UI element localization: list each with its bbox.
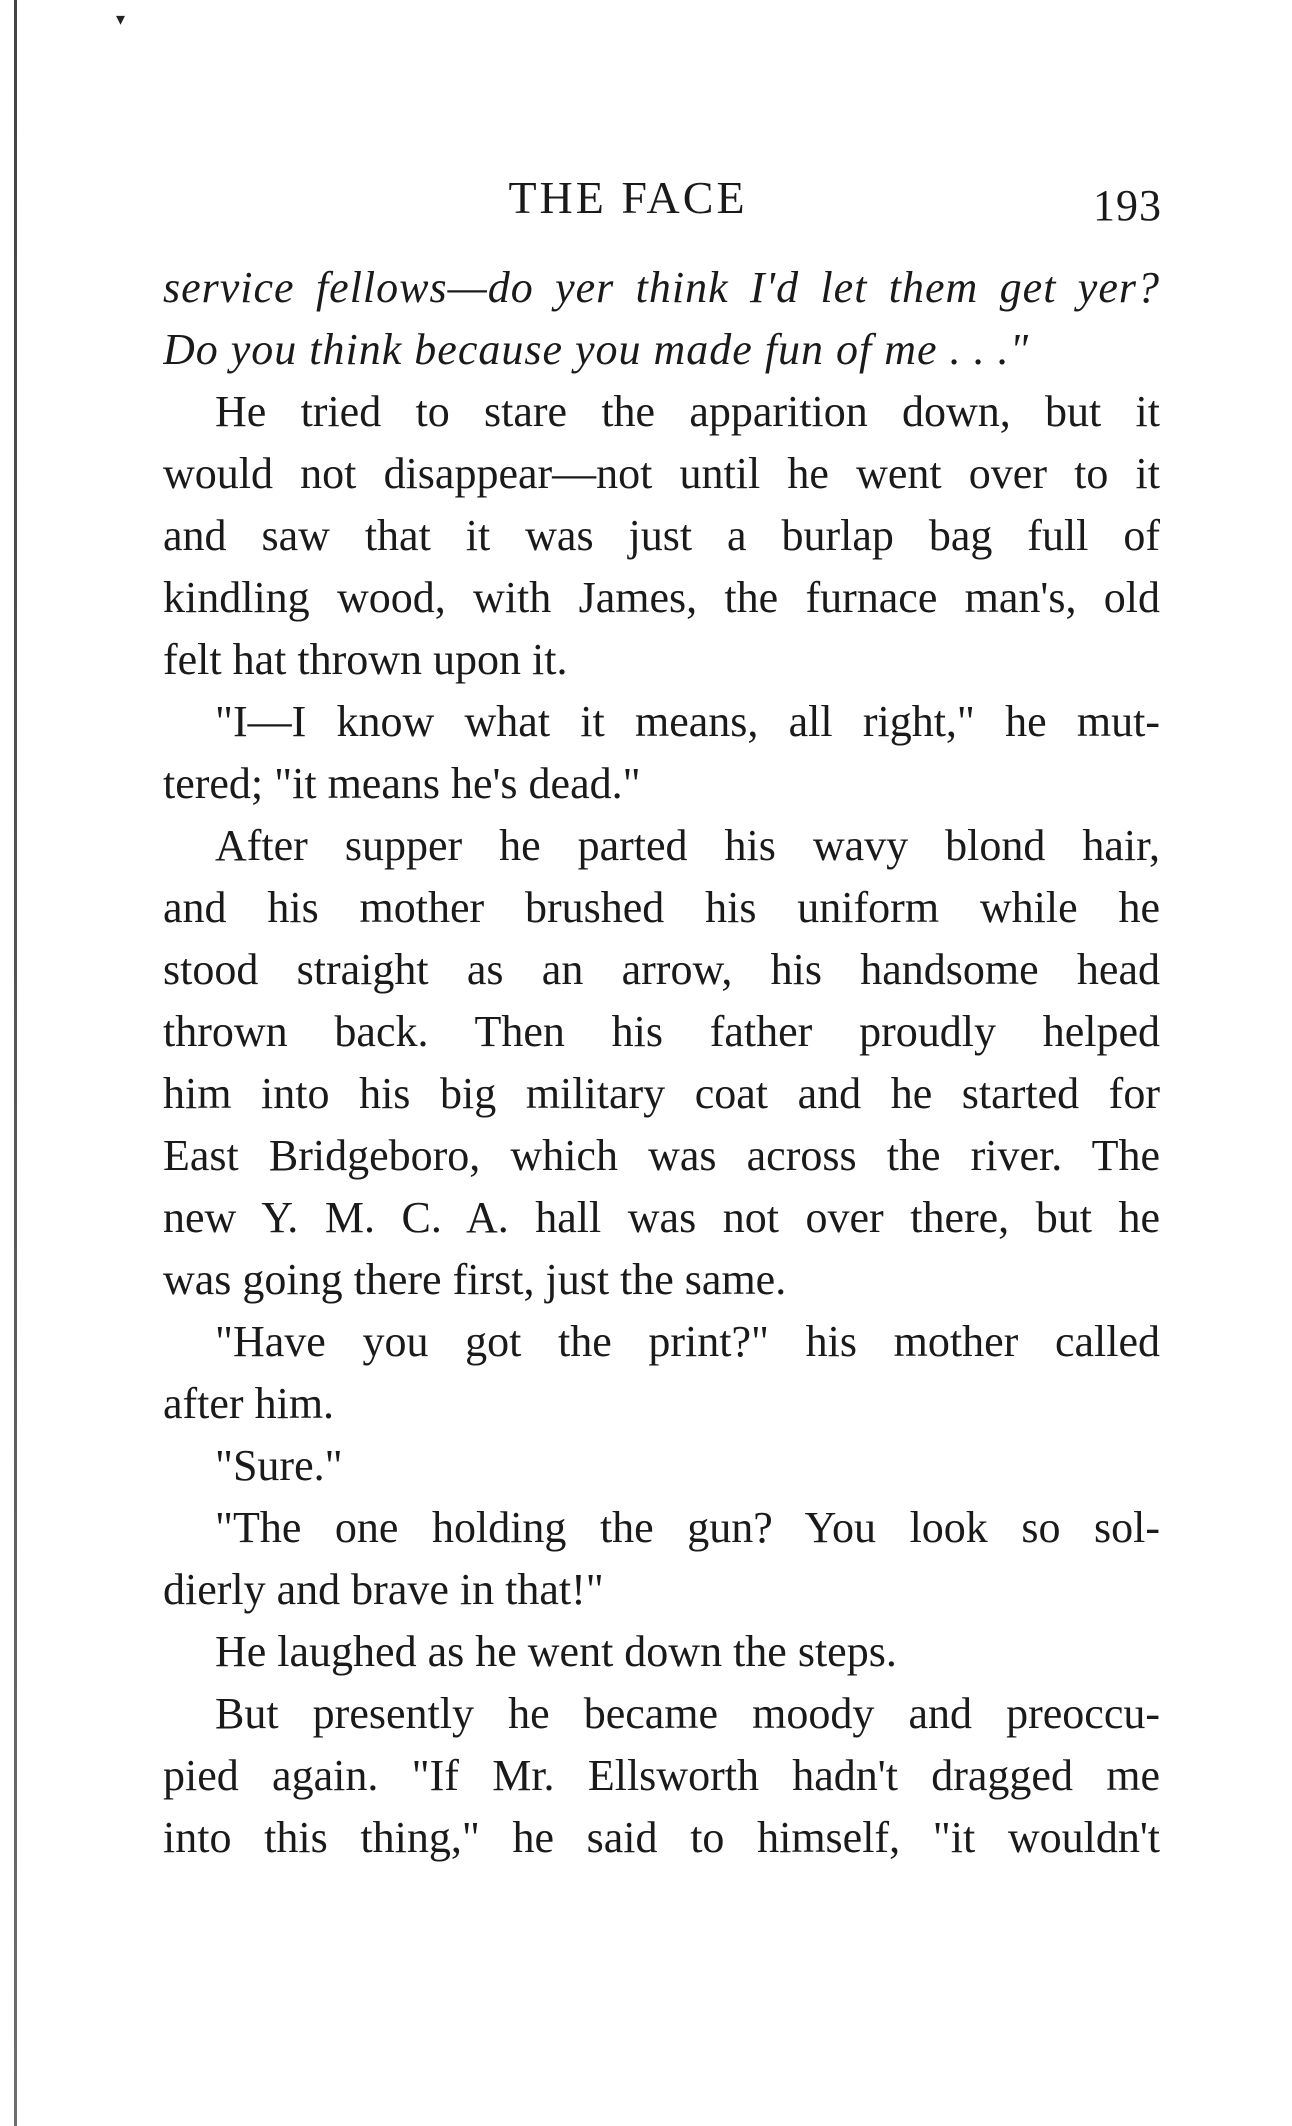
text-line: "Sure." [215, 1441, 343, 1490]
text-line: "Have you got the print?" his mother called [215, 1317, 1160, 1366]
text-line: pied again. "If Mr. Ellsworth hadn't dragged me [163, 1751, 1160, 1800]
text-line: "The one holding the gun? You look so sol- [215, 1503, 1160, 1552]
text-line: service fellows—do yer think I'd let them get yer? [163, 263, 1160, 312]
text-line: He tried to stare the apparition down, but it [215, 387, 1160, 436]
text-line: was going there first, just the same. [163, 1255, 787, 1304]
text-line: after him. [163, 1379, 335, 1428]
text-line: But presently he became moody and preoccu- [215, 1689, 1160, 1738]
text-line: tered; "it means he's dead." [163, 759, 641, 808]
text-line: thrown back. Then his father proudly helped [163, 1007, 1160, 1056]
running-head [0, 168, 1292, 228]
text-line: After supper he parted his wavy blond hair, [215, 821, 1160, 870]
text-line: felt hat thrown upon it. [163, 635, 568, 684]
text-line: East Bridgeboro, which was across the river. The [163, 1131, 1160, 1180]
text-line: dierly and brave in that!" [163, 1565, 604, 1614]
page-binding-edge [14, 0, 17, 2126]
body-text [163, 257, 1160, 1869]
text-line: "I—I know what it means, all right," he mut- [215, 697, 1160, 746]
text-line: and his mother brushed his uniform while he [163, 883, 1160, 932]
text-line: him into his big military coat and he started for [163, 1069, 1160, 1118]
text-line: new Y. M. C. A. hall was not over there, but he [163, 1193, 1160, 1242]
corner-mark: ▾ [116, 9, 126, 29]
text-line: He laughed as he went down the steps. [215, 1627, 897, 1676]
running-title: THE FACE [508, 172, 748, 223]
text-line: stood straight as an arrow, his handsome head [163, 945, 1160, 994]
page-number: 193 [1093, 181, 1162, 230]
text-line: would not disappear—not until he went over to it [163, 449, 1160, 498]
text-line: Do you think because you made fun of me . . ." [163, 325, 1030, 374]
text-line: and saw that it was just a burlap bag full of [163, 511, 1160, 560]
text-line: into this thing," he said to himself, "it wouldn't [163, 1813, 1160, 1862]
text-line: kindling wood, with James, the furnace man's, old [163, 573, 1160, 622]
